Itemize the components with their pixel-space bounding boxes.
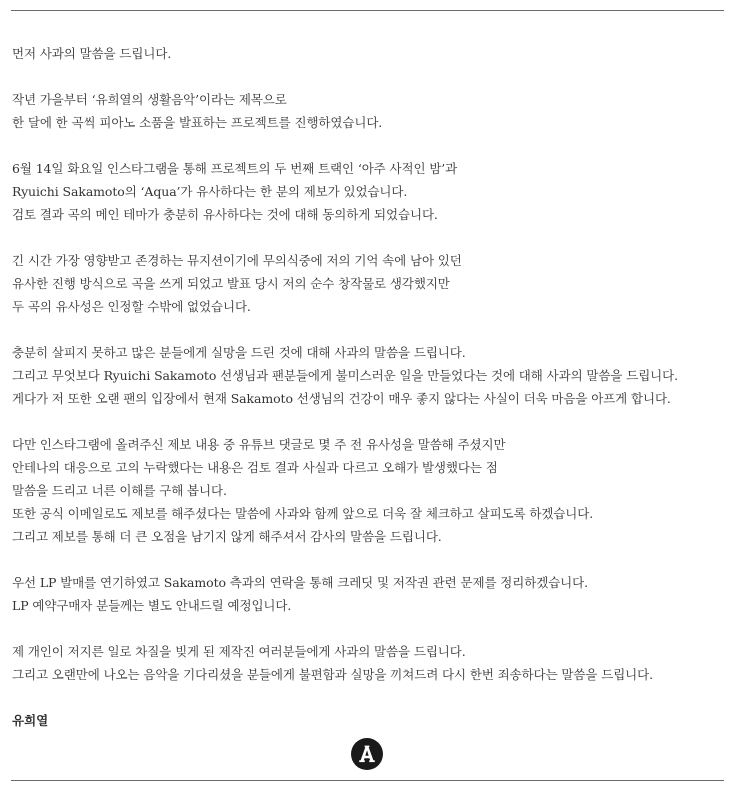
- text-line: 긴 시간 가장 영향받고 존경하는 뮤지션이기에 무의식중에 저의 기억 속에 남아 있던: [12, 253, 462, 268]
- paragraph: [12, 157, 727, 226]
- logo-svg: [351, 738, 383, 770]
- text-line: 그리고 무엇보다 Ryuichi Sakamoto 선생님과 팬분들에게 불미스러운 일을 만들었다는 것에 대해 사과의 말씀을 드립니다.: [12, 368, 679, 383]
- paragraph: [12, 640, 727, 686]
- paragraph: [12, 249, 727, 318]
- text-line: 그리고 오랜만에 나오는 음악을 기다리셨을 분들에게 불편함과 실망을 끼쳐드려 다시 한번 죄송하다는 말씀을 드립니다.: [12, 667, 654, 682]
- bottom-divider: [11, 780, 724, 781]
- text-line: 검토 결과 곡의 메인 테마가 충분히 유사하다는 것에 대해 동의하게 되었습니다.: [12, 207, 438, 222]
- text-line: 그리고 제보를 통해 더 큰 오점을 남기지 않게 해주셔서 감사의 말씀을 드립니다.: [12, 529, 442, 544]
- paragraph: [12, 433, 727, 548]
- paragraph: [12, 571, 727, 617]
- text-line: 게다가 저 또한 오랜 팬의 입장에서 현재 Sakamoto 선생님의 건강이 매우 좋지 않다는 사실이 더욱 마음을 아프게 합니다.: [12, 391, 671, 406]
- text-line: 말씀을 드리고 너른 이해를 구해 봅니다.: [12, 483, 227, 498]
- text-line: 한 달에 한 곡씩 피아노 소품을 발표하는 프로젝트를 진행하였습니다.: [12, 115, 383, 130]
- antenna-a-logo-icon: [351, 738, 383, 770]
- paragraph: [12, 88, 727, 134]
- text-line: 유사한 진행 방식으로 곡을 쓰게 되었고 발표 당시 저의 순수 창작물로 생각했지만: [12, 276, 450, 291]
- top-divider: [11, 10, 724, 11]
- apology-letter: [12, 42, 727, 709]
- text-line: 제 개인이 저지른 일로 차질을 빚게 된 제작진 여러분들에게 사과의 말씀을 드립니다.: [12, 644, 466, 659]
- paragraph: [12, 42, 727, 65]
- text-line: 우선 LP 발매를 연기하였고 Sakamoto 측과의 연락을 통해 크레딧 및 저작권 관련 문제를 정리하겠습니다.: [12, 575, 588, 590]
- text-line: 다만 인스타그램에 올려주신 제보 내용 중 유튜브 댓글로 몇 주 전 유사성을 말씀해 주셨지만: [12, 437, 506, 452]
- paragraph: [12, 341, 727, 410]
- text-line: Ryuichi Sakamoto의 ‘Aqua’가 유사하다는 한 분의 제보가 있었습니다.: [12, 184, 408, 199]
- text-line: 또한 공식 이메일로도 제보를 해주셨다는 말씀에 사과와 함께 앞으로 더욱 잘 체크하고 살피도록 하겠습니다.: [12, 506, 594, 521]
- text-line: 작년 가을부터 ‘유희열의 생활음악’이라는 제목으로: [12, 92, 287, 107]
- text-line: 먼저 사과의 말씀을 드립니다.: [12, 46, 172, 61]
- signature: 유희열: [12, 713, 49, 728]
- text-line: 6월 14일 화요일 인스타그램을 통해 프로젝트의 두 번째 트랙인 ‘아주 사적인 밤’과: [12, 161, 458, 176]
- text-line: 충분히 살피지 못하고 많은 분들에게 실망을 드린 것에 대해 사과의 말씀을 드립니다.: [12, 345, 466, 360]
- text-line: 두 곡의 유사성은 인정할 수밖에 없었습니다.: [12, 299, 251, 314]
- text-line: 안테나의 대응으로 고의 누락했다는 내용은 검토 결과 사실과 다르고 오해가 발생했다는 점: [12, 460, 498, 475]
- text-line: LP 예약구매자 분들께는 별도 안내드릴 예정입니다.: [12, 598, 292, 613]
